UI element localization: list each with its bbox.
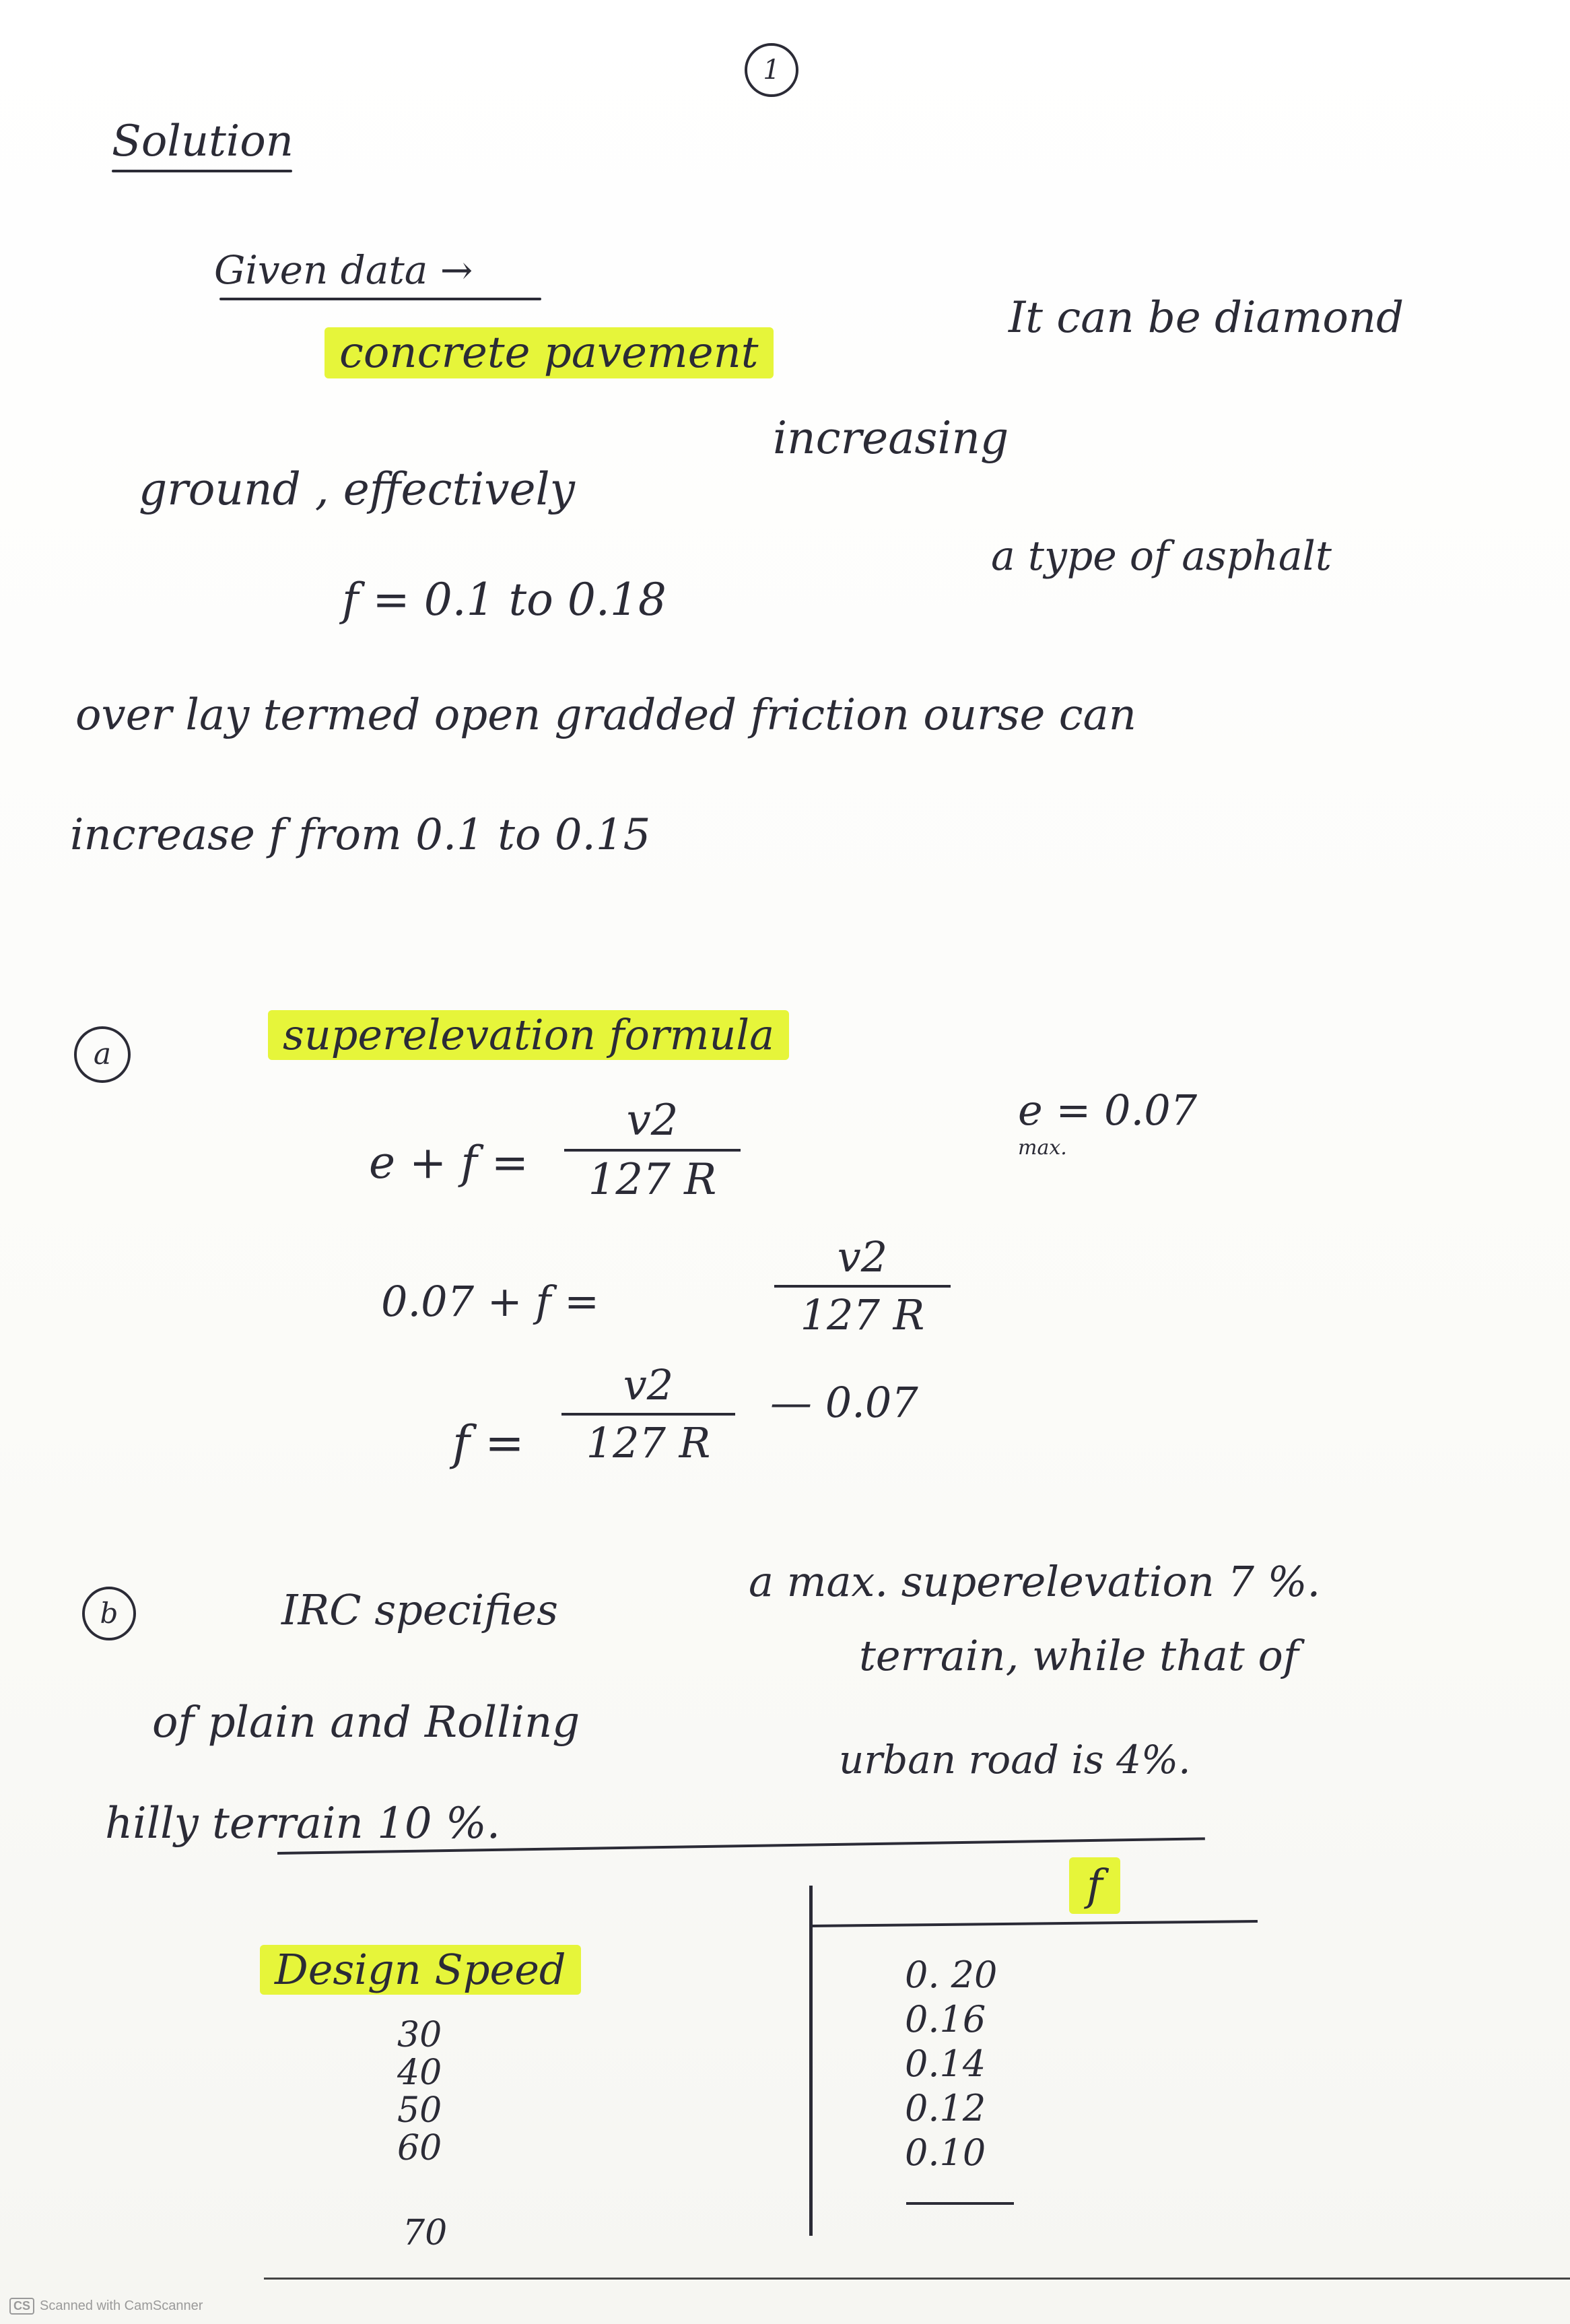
eq3-fraction-bar (561, 1413, 735, 1416)
intro-line1-rest: It can be diamond (1009, 293, 1404, 343)
eq1-numerator: v2 (626, 1096, 679, 1146)
eq2-denominator: 127 R (800, 1290, 925, 1339)
table-bottom-rule (264, 2278, 1570, 2280)
part-b-line2a: of plain and Rolling (152, 1698, 580, 1748)
f-value: 0.10 (905, 2131, 986, 2174)
scanner-watermark (9, 2298, 203, 2315)
intro-line3b: a type of asphalt (991, 533, 1332, 580)
eq3-left: f = (452, 1416, 524, 1471)
e-value: e = 0.07 (1018, 1086, 1198, 1135)
eq1-fraction-bar (564, 1149, 741, 1152)
table-header-f: f (1069, 1857, 1120, 1914)
eq2-fraction-bar (774, 1285, 951, 1288)
part-b-line3a: hilly terrain 10 %. (105, 1799, 501, 1849)
given-data-label: Given data → (214, 247, 473, 293)
solution-heading: Solution (112, 117, 294, 166)
solution-underline (112, 170, 292, 172)
eq1-fraction (564, 1096, 741, 1205)
f-value-underline (906, 2202, 1014, 2205)
eq2-fraction (774, 1232, 951, 1339)
intro-line5: increase f from 0.1 to 0.15 (70, 810, 651, 860)
f-value: 0.16 (905, 1997, 986, 2040)
eq3-right: — 0.07 (770, 1378, 918, 1427)
friction-column (905, 1953, 997, 2174)
f-value: 0.12 (905, 2086, 986, 2129)
page-number: 1 (745, 43, 798, 97)
camscanner-logo: CS (9, 2298, 34, 2315)
eq2-left: 0.07 + f = (381, 1277, 600, 1326)
part-a-marker: a (74, 1026, 131, 1083)
intro-line3a: f = 0.1 to 0.18 (342, 574, 667, 626)
part-b-line1a: IRC specifies (281, 1585, 558, 1634)
speed-value: 50 (397, 2090, 442, 2131)
speed-value: 30 (397, 2015, 442, 2055)
speed-value-70: 70 (403, 2213, 448, 2253)
design-speed-column (397, 2016, 442, 2168)
camscanner-text: Scanned with CamScanner (40, 2298, 203, 2313)
superelevation-formula-highlight: superelevation formula (268, 1010, 789, 1060)
f-value: 0.14 (905, 2042, 986, 2085)
given-data-underline (219, 298, 541, 300)
intro-line2a: ground , effectively (139, 463, 575, 515)
f-value: 0. 20 (905, 1954, 998, 1996)
speed-value: 40 (397, 2053, 442, 2094)
table-column-divider (809, 1886, 813, 2236)
part-b-line3b: urban road is 4%. (839, 1737, 1191, 1783)
eq3-numerator: v2 (623, 1360, 674, 1409)
table-header-speed: Design Speed (260, 1945, 581, 1995)
intro-line2b: increasing (773, 412, 1009, 464)
e-max-note: max. (1018, 1136, 1067, 1160)
eq2-numerator: v2 (837, 1232, 888, 1282)
eq3-denominator: 127 R (586, 1418, 711, 1467)
eq1-left: e + f = (369, 1137, 529, 1189)
intro-line4: over lay termed open gradded friction ourse can (75, 690, 1136, 740)
eq3-fraction (561, 1360, 735, 1467)
speed-value: 60 (397, 2128, 442, 2169)
part-b-marker: b (82, 1587, 136, 1640)
table-header-rule (809, 1920, 1258, 1927)
eq1-denominator: 127 R (588, 1155, 717, 1205)
concrete-pavement-highlight: concrete pavement (325, 327, 774, 378)
part-b-line2b: terrain, while that of (859, 1631, 1299, 1680)
part-b-line1b: a max. superelevation 7 %. (749, 1557, 1321, 1606)
